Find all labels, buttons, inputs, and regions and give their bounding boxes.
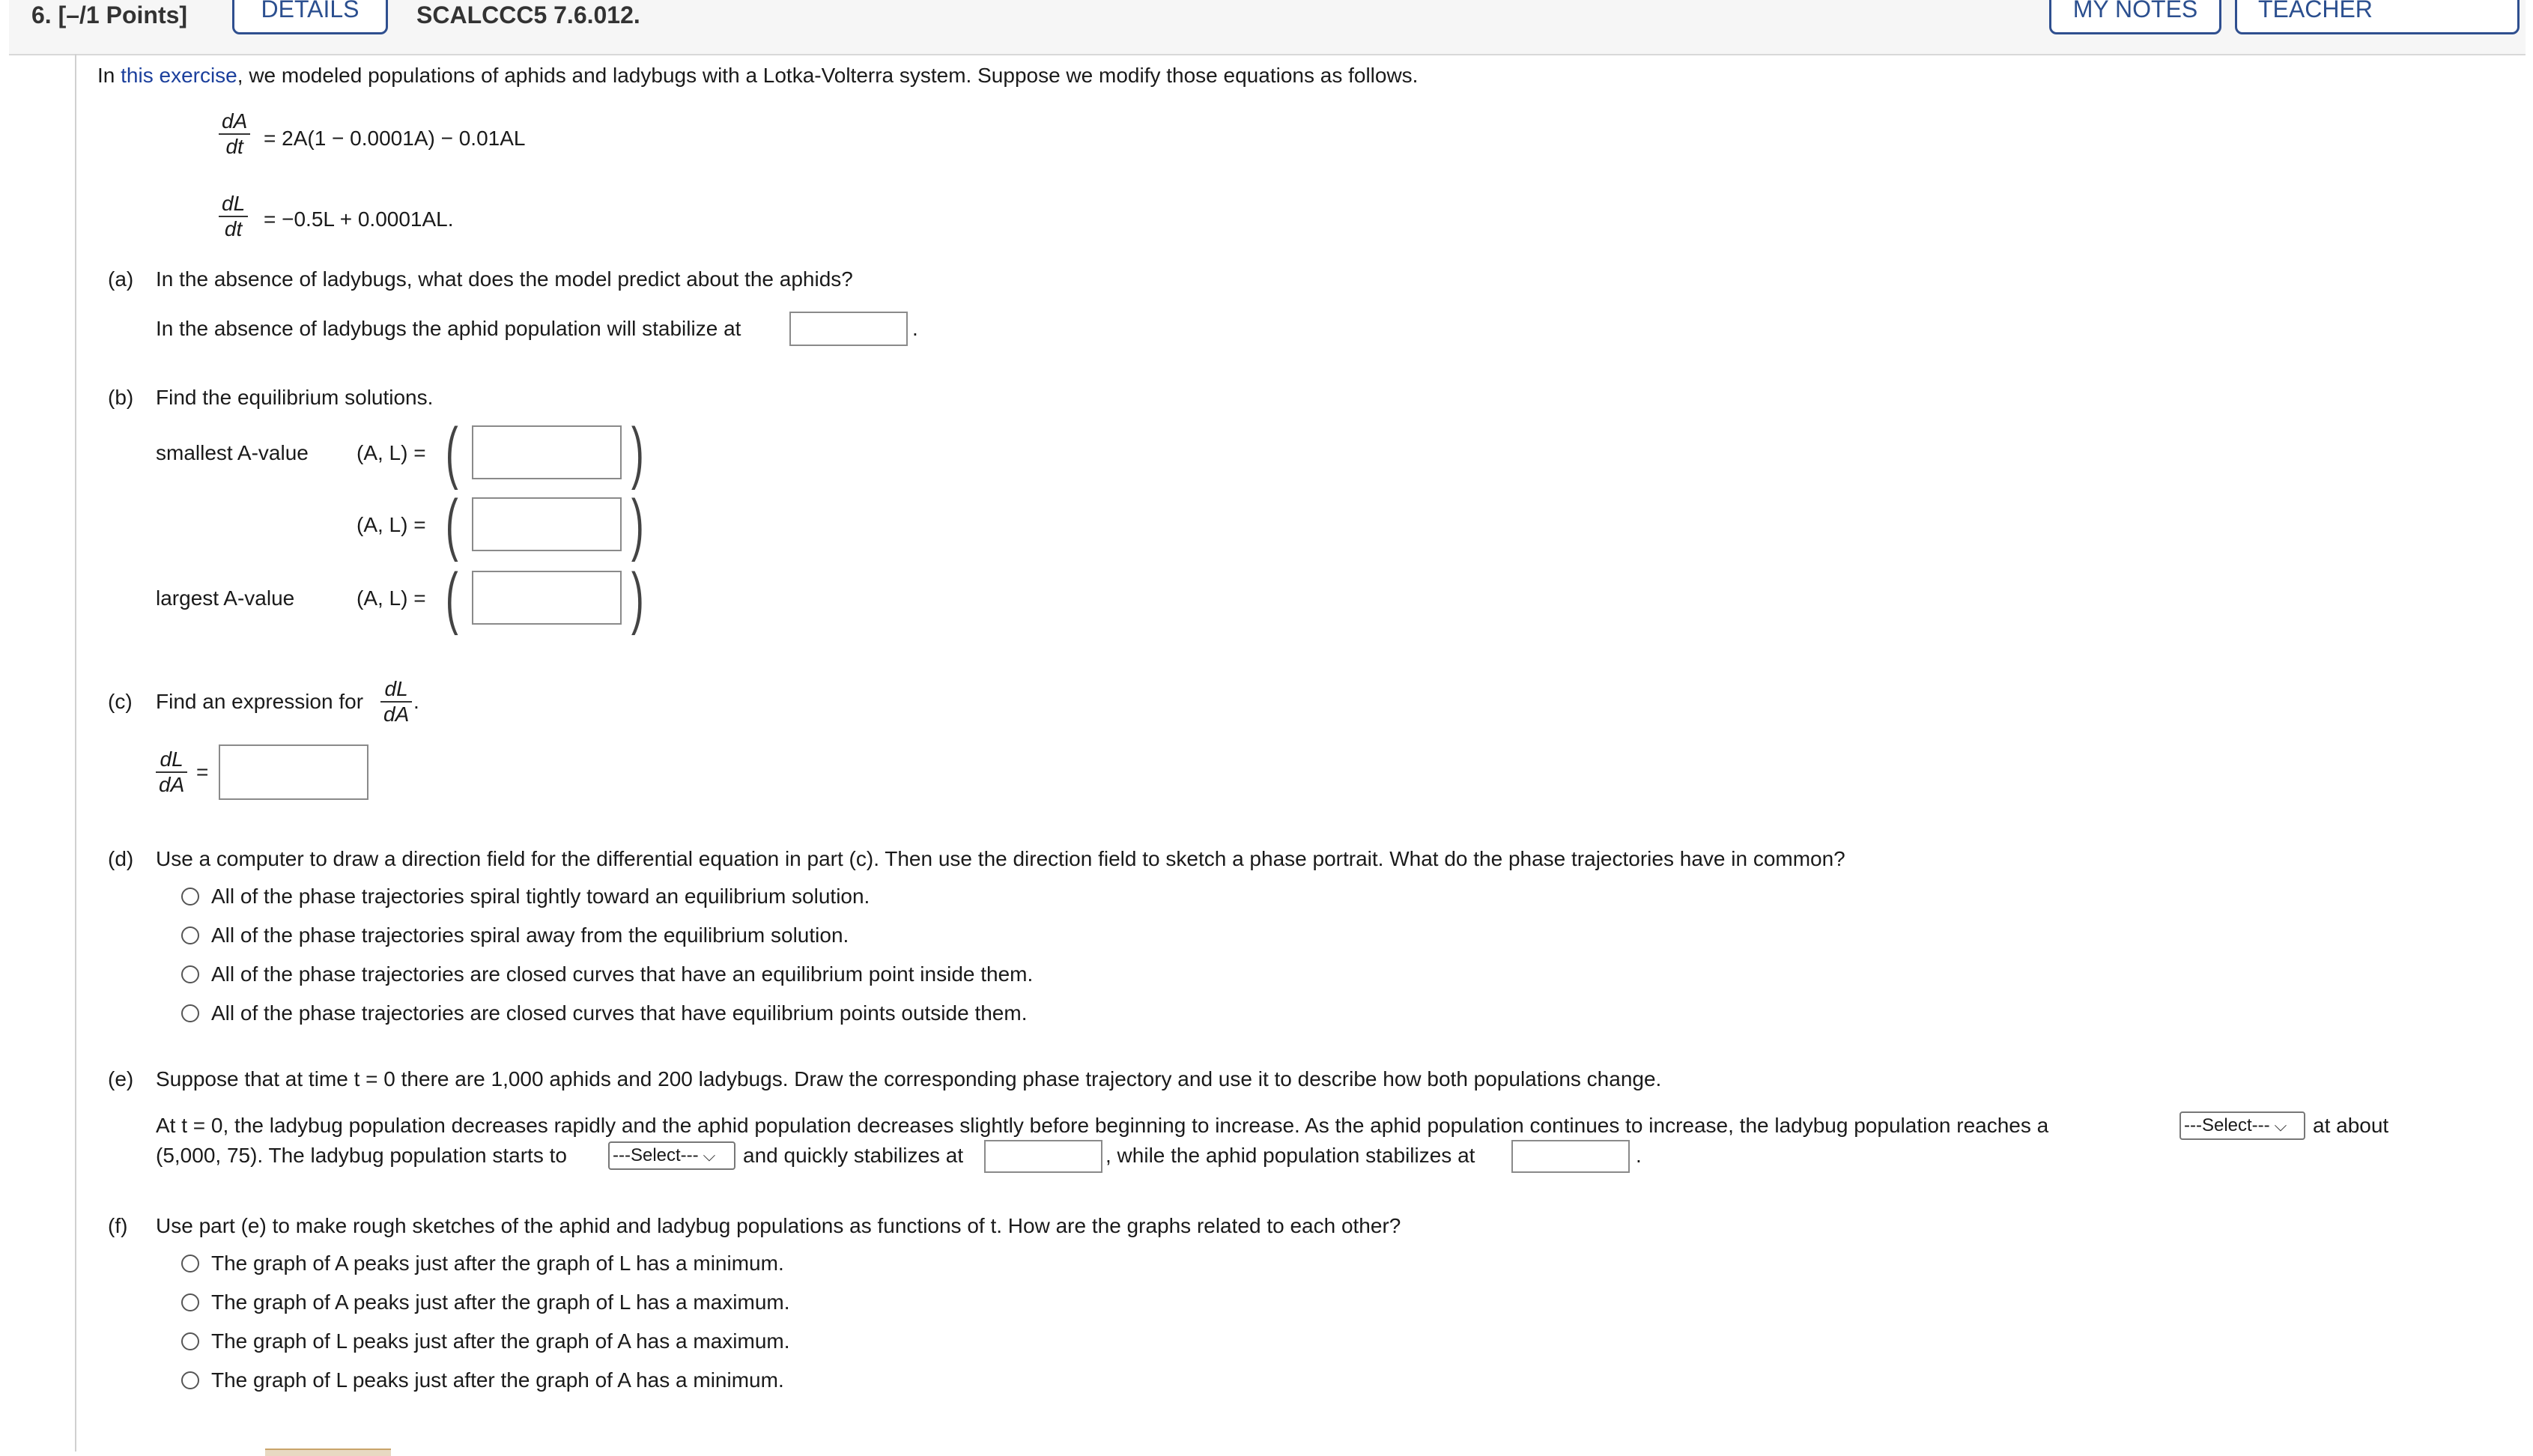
part-e-line1-end: at about	[2313, 1114, 2389, 1137]
left-paren: (	[445, 486, 458, 562]
part-f-option-4: The graph of L peaks just after the graph of A has a minimum.	[211, 1368, 784, 1392]
details-button[interactable]: DETAILS	[232, 0, 388, 34]
part-d-option-2: All of the phase trajectories spiral away from the equilibrium solution.	[211, 923, 849, 947]
question-code: SCALCCC5 7.6.012.	[416, 1, 640, 28]
part-a-question: In the absence of ladybugs, what does the model predict about the aphids?	[156, 267, 853, 291]
part-f-option-2: The graph of A peaks just after the graph of L has a maximum.	[211, 1290, 790, 1314]
equilibrium-row-label: largest A-value	[156, 586, 295, 610]
part-c-question: Find an expression for	[156, 690, 364, 713]
equilibrium-row-eq: (A, L) =	[357, 513, 426, 536]
chevron-down-icon: ⌵	[703, 1146, 716, 1165]
question-header	[9, 0, 2526, 55]
chevron-down-icon: ⌵	[2274, 1116, 2287, 1135]
ask-teacher-button[interactable]: TEACHER	[2235, 0, 2520, 34]
part-d-option-4: All of the phase trajectories are closed curves that have equilibrium points outside them.	[211, 1001, 1028, 1025]
part-e-line2-end: .	[1636, 1144, 1642, 1167]
part-a-label: (a)	[108, 267, 134, 291]
part-b-label: (b)	[108, 386, 134, 409]
part-a-answer-prefix: In the absence of ladybugs the aphid population will stabilize at	[156, 317, 741, 340]
equilibrium-input-2[interactable]	[472, 497, 622, 551]
part-f-question: Use part (e) to make rough sketches of the aphid and ladybug populations as functions of t. How are the graphs related to each other?	[156, 1214, 1401, 1237]
part-f-radio-1[interactable]	[181, 1255, 199, 1273]
part-f-radio-2[interactable]	[181, 1293, 199, 1311]
content-left-border	[75, 54, 76, 1452]
part-b-question: Find the equilibrium solutions.	[156, 386, 434, 409]
part-d-radio-3[interactable]	[181, 965, 199, 983]
part-e-answer-input-1[interactable]	[984, 1140, 1102, 1173]
dl-da-fraction: dL dA	[156, 747, 187, 797]
part-d-option-3: All of the phase trajectories are closed curves that have an equilibrium point inside them.	[211, 962, 1034, 986]
part-f-radio-3[interactable]	[181, 1332, 199, 1350]
part-e-line2-start: (5,000, 75). The ladybug population starts to	[156, 1144, 567, 1167]
part-e-line1: At t = 0, the ladybug population decreases rapidly and the aphid population decreases slightly before beginning to increase. As the aphid population continues to increase, the ladybug population reaches a	[156, 1114, 2049, 1137]
part-f-option-3: The graph of L peaks just after the graph of A has a maximum.	[211, 1329, 790, 1353]
equilibrium-input-1[interactable]	[472, 425, 622, 479]
right-paren: )	[631, 559, 644, 636]
part-c-period: .	[413, 690, 419, 713]
right-paren: )	[631, 486, 644, 562]
part-d-question: Use a computer to draw a direction field for the differential equation in part (c). Then use the direction field to sketch a phase portrait. What do the phase trajectories have in common?	[156, 847, 1845, 870]
part-d-radio-1[interactable]	[181, 888, 199, 906]
part-c-equals: =	[196, 760, 209, 783]
part-e-answer-input-2[interactable]	[1511, 1140, 1630, 1173]
part-f-radio-4[interactable]	[181, 1371, 199, 1389]
part-e-select-2[interactable]: ---Select--- ⌵	[608, 1141, 735, 1170]
left-paren: (	[445, 559, 458, 636]
part-d-option-1: All of the phase trajectories spiral tightly toward an equilibrium solution.	[211, 885, 870, 908]
part-e-label: (e)	[108, 1067, 134, 1091]
part-d-label: (d)	[108, 847, 134, 870]
equilibrium-row-label: smallest A-value	[156, 441, 309, 464]
right-paren: )	[631, 414, 644, 491]
intro-text: In this exercise, we modeled populations of aphids and ladybugs with a Lotka-Volterra system. Suppose we modify those equations as follows.	[97, 64, 1419, 87]
left-paren: (	[445, 414, 458, 491]
this-exercise-link[interactable]: this exercise	[121, 64, 237, 87]
part-f-label: (f)	[108, 1214, 128, 1237]
eq1-fraction: dA dt	[219, 109, 250, 159]
eq2-fraction: dL dt	[219, 192, 248, 241]
part-a-answer-input[interactable]	[789, 312, 908, 346]
question-number: 6. [–/1 Points]	[31, 1, 188, 28]
part-c-fraction: dL dA	[380, 677, 412, 727]
equilibrium-input-3[interactable]	[472, 571, 622, 625]
eq1-rhs: = 2A(1 − 0.0001A) − 0.01AL	[264, 127, 526, 150]
part-f-option-1: The graph of A peaks just after the graph of L has a minimum.	[211, 1252, 784, 1275]
part-d-radio-2[interactable]	[181, 926, 199, 944]
part-d-radio-4[interactable]	[181, 1004, 199, 1022]
part-e-select-1[interactable]: ---Select--- ⌵	[2179, 1111, 2305, 1140]
my-notes-button[interactable]: MY NOTES	[2049, 0, 2221, 34]
part-e-question: Suppose that at time t = 0 there are 1,000 aphids and 200 ladybugs. Draw the corresponding phase trajectory and use it to describe how both populations change.	[156, 1067, 1662, 1091]
equilibrium-row-eq: (A, L) =	[357, 586, 426, 610]
part-e-line2-mid: and quickly stabilizes at	[743, 1144, 964, 1167]
part-a-suffix: .	[912, 317, 918, 340]
eq2-rhs: = −0.5L + 0.0001AL.	[264, 207, 454, 231]
part-c-label: (c)	[108, 690, 133, 713]
part-e-line2-mid2: , while the aphid population stabilizes at	[1105, 1144, 1475, 1167]
equilibrium-row-eq: (A, L) =	[357, 441, 426, 464]
submit-button-edge[interactable]	[265, 1449, 391, 1456]
part-c-answer-input[interactable]	[219, 744, 368, 800]
